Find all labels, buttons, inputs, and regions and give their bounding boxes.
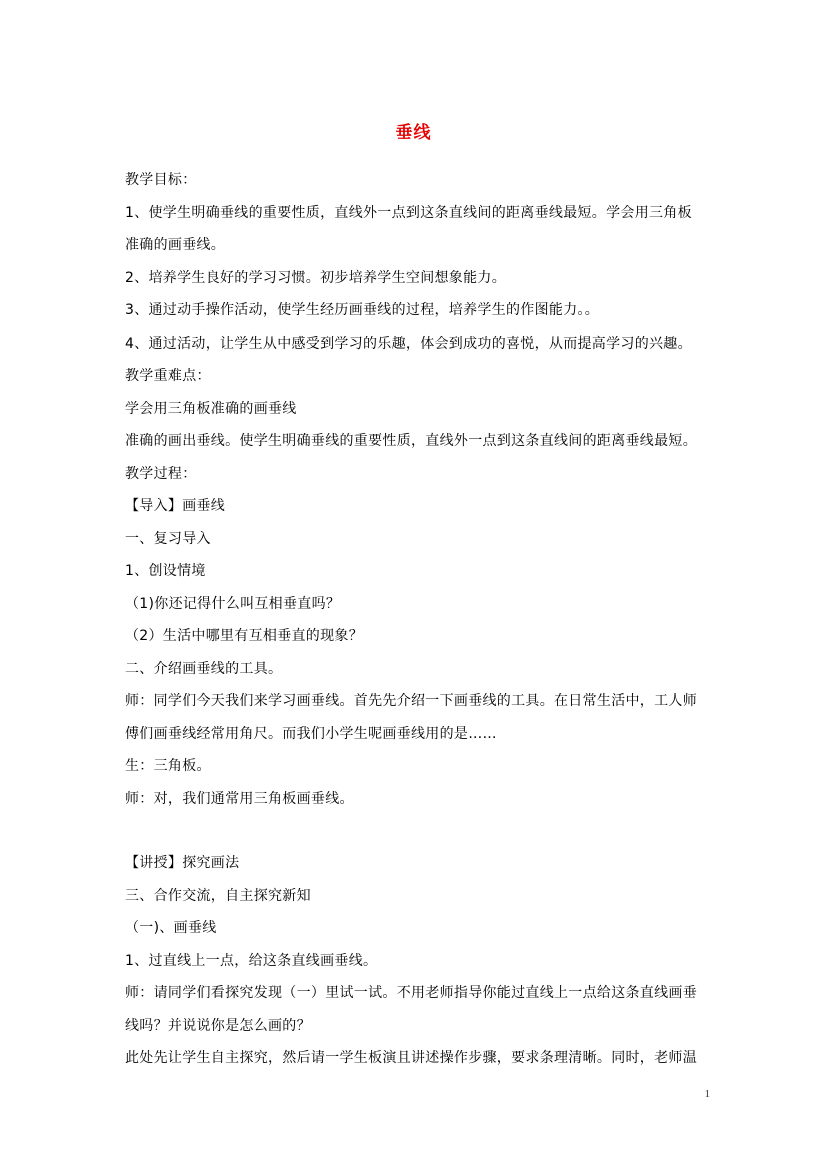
text-line: （2）生活中哪里有互相垂直的现象？ [125, 628, 364, 644]
text-line: 教学目标： [125, 172, 197, 188]
section-heading: 【导入】画垂线 [125, 498, 226, 514]
text-line: 生：三角板。 [125, 758, 211, 774]
text-line: （1)你还记得什么叫互相垂直吗？ [125, 596, 341, 612]
text-line: 4、通过活动，让学生从中感受到学习的乐趣，体会到成功的喜悦，从而提高学习的兴趣。 [125, 336, 692, 352]
document-title: 垂线 [395, 123, 432, 143]
text-line: 准确的画出垂线。使学生明确垂线的重要性质，直线外一点到这条直线间的距离垂线最短。 [125, 433, 697, 449]
text-line: 教学重难点： [125, 368, 211, 384]
text-line: 三、合作交流，自主探究新知 [125, 888, 311, 904]
text-line: （一)、画垂线 [125, 920, 217, 936]
text-line: 学会用三角板准确的画垂线 [125, 401, 297, 417]
text-line: 准确的画垂线。 [125, 237, 226, 253]
section-heading: 【讲授】探究画法 [125, 855, 240, 871]
page-number: 1 [704, 1088, 710, 1100]
text-line: 线吗？并说说你是怎么画的？ [125, 1018, 311, 1034]
text-line: 此处先让学生自主探究，然后请一学生板演且讲述操作步骤，要求条理清晰。同时，老师温 [125, 1050, 697, 1066]
text-line: 傅们画垂线经常用角尺。而我们小学生呢画垂线用的是…… [125, 726, 497, 742]
text-line: 教学过程： [125, 466, 197, 482]
text-line: 师：同学们今天我们来学习画垂线。首先先介绍一下画垂线的工具。在日常生活中，工人师 [125, 693, 697, 709]
text-line: 一、复习导入 [125, 531, 211, 547]
text-line: 1、过直线上一点，给这条直线画垂线。 [125, 953, 378, 969]
text-line: 师：请同学们看探究发现（一）里试一试。不用老师指导你能过直线上一点给这条直线画垂 [125, 985, 697, 1001]
text-line: 1、创设情境 [125, 563, 206, 579]
text-line: 2、培养学生良好的学习习惯。初步培养学生空间想象能力。 [125, 270, 507, 286]
text-line: 二、介绍画垂线的工具。 [125, 661, 283, 677]
text-line: 3、通过动手操作活动，使学生经历画垂线的过程，培养学生的作图能力。。 [125, 302, 600, 318]
text-line: 1、使学生明确垂线的重要性质，直线外一点到这条直线间的距离垂线最短。学会用三角板 [125, 205, 692, 221]
text-line: 师：对，我们通常用三角板画垂线。 [125, 791, 354, 807]
